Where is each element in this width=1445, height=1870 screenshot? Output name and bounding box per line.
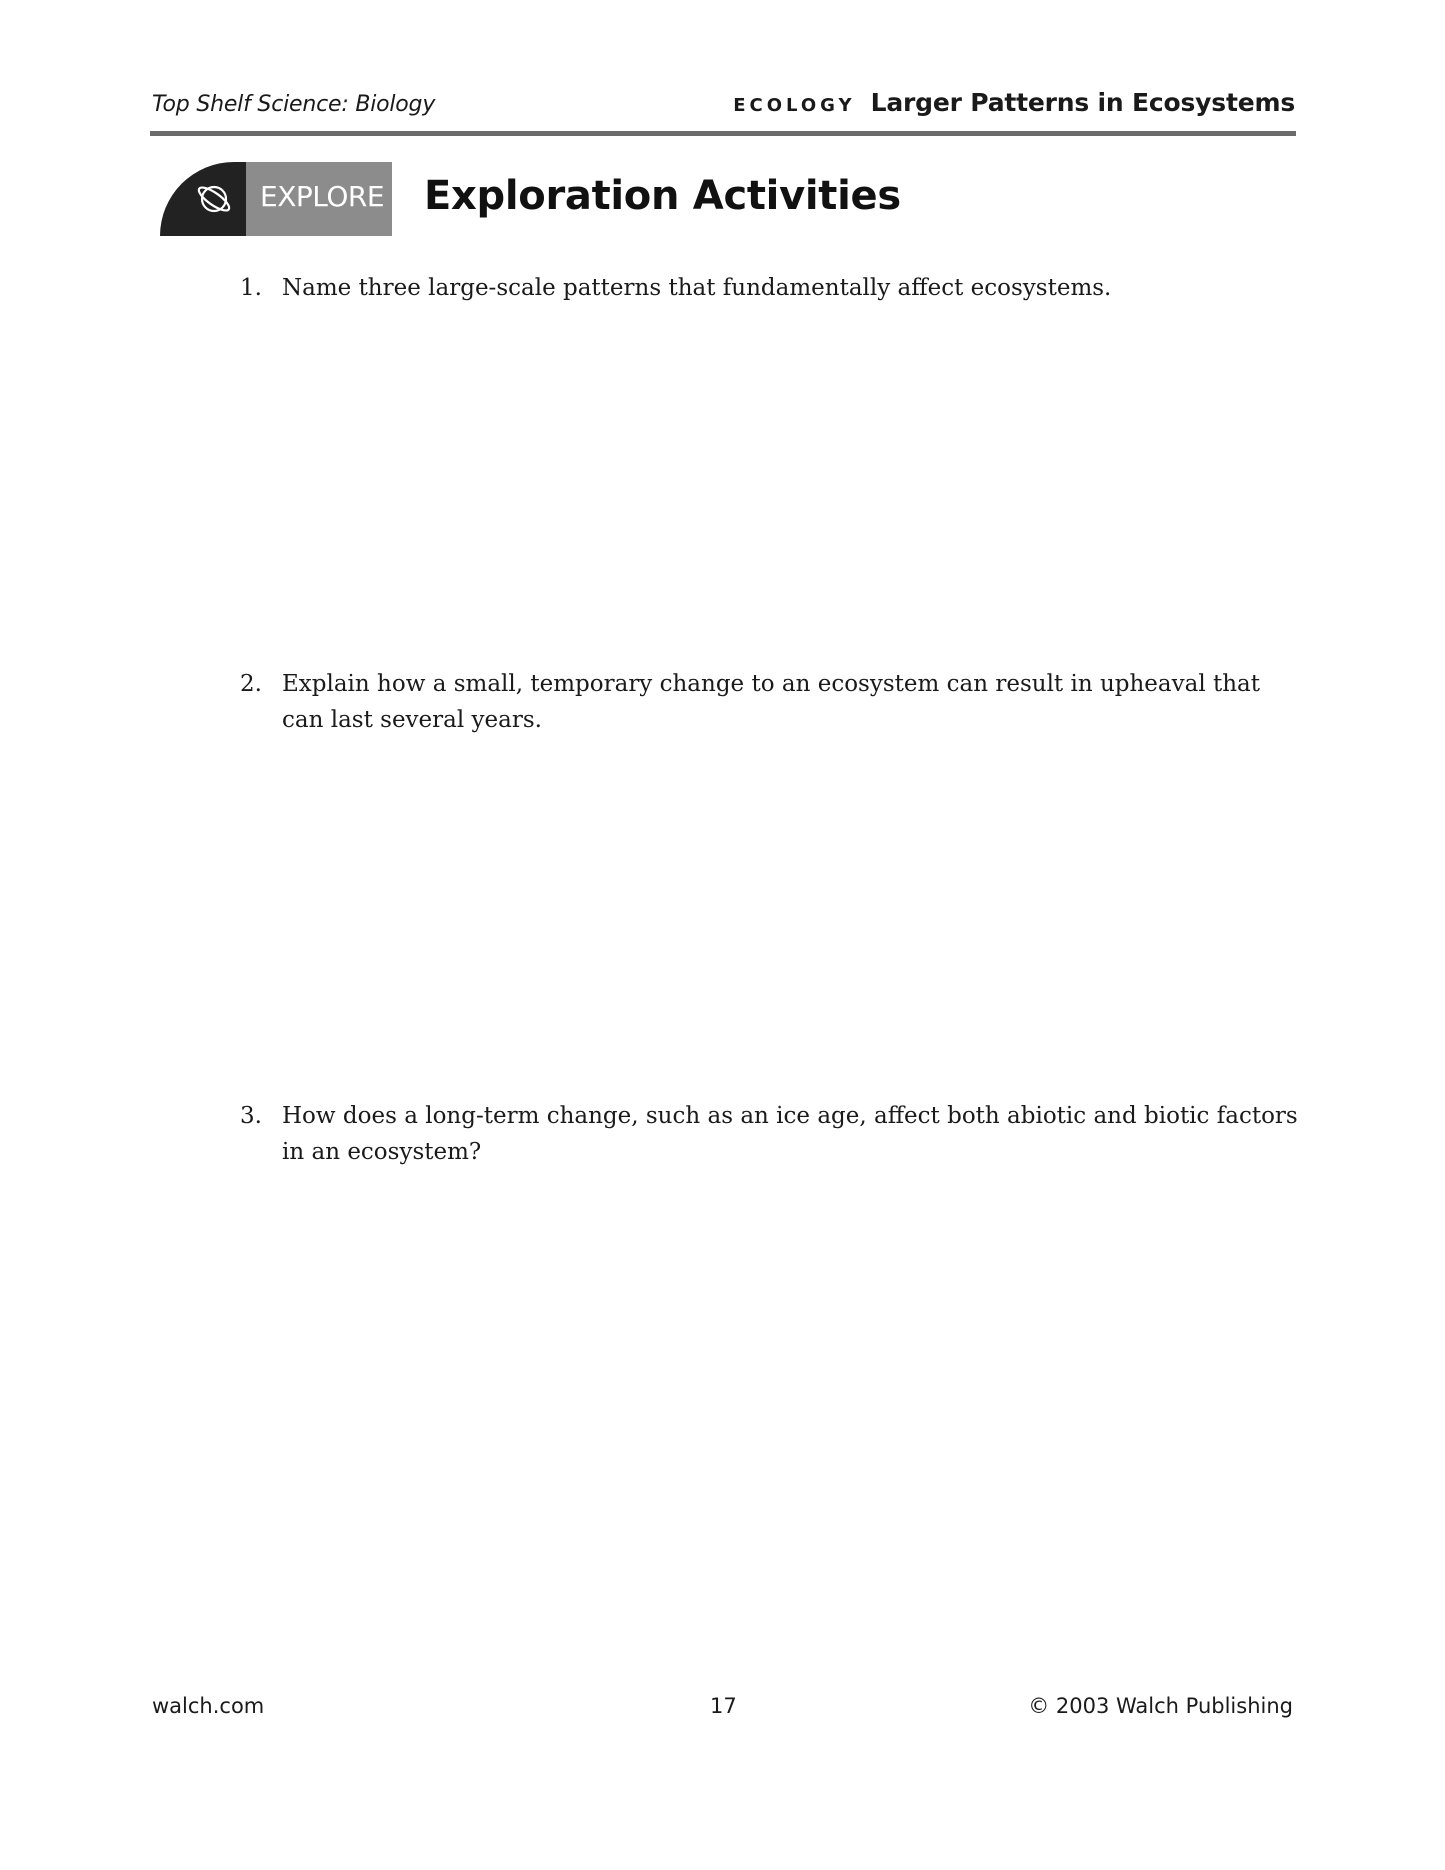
question-number: 3. [240, 1103, 262, 1129]
footer-copyright: © 2003 Walch Publishing [1028, 1694, 1293, 1718]
section-tag: ECOLOGY [733, 95, 856, 116]
page-number: 17 [710, 1694, 737, 1718]
question-number: 2. [240, 671, 262, 697]
page-heading: Exploration Activities [424, 173, 901, 219]
question-text: Explain how a small, temporary change to an ecosystem can result in upheaval that can last several years. [282, 671, 1261, 733]
section-header [733, 88, 1295, 117]
banner-label: EXPLORE [260, 180, 385, 213]
explore-banner [160, 162, 392, 236]
question-text: How does a long-term change, such as an ice age, affect both abiotic and biotic factors in an ecosystem? [282, 1103, 1298, 1165]
question-item [240, 1098, 1300, 1170]
book-title: Top Shelf Science: Biology [152, 92, 436, 117]
footer-website: walch.com [152, 1694, 265, 1718]
section-title: Larger Patterns in Ecosystems [870, 88, 1295, 117]
question-text: Name three large-scale patterns that fundamentally affect ecosystems. [282, 275, 1112, 301]
question-number: 1. [240, 275, 262, 301]
planet-icon [194, 179, 234, 219]
question-item [240, 270, 1300, 306]
header-rule [150, 131, 1296, 136]
question-item [240, 666, 1300, 738]
